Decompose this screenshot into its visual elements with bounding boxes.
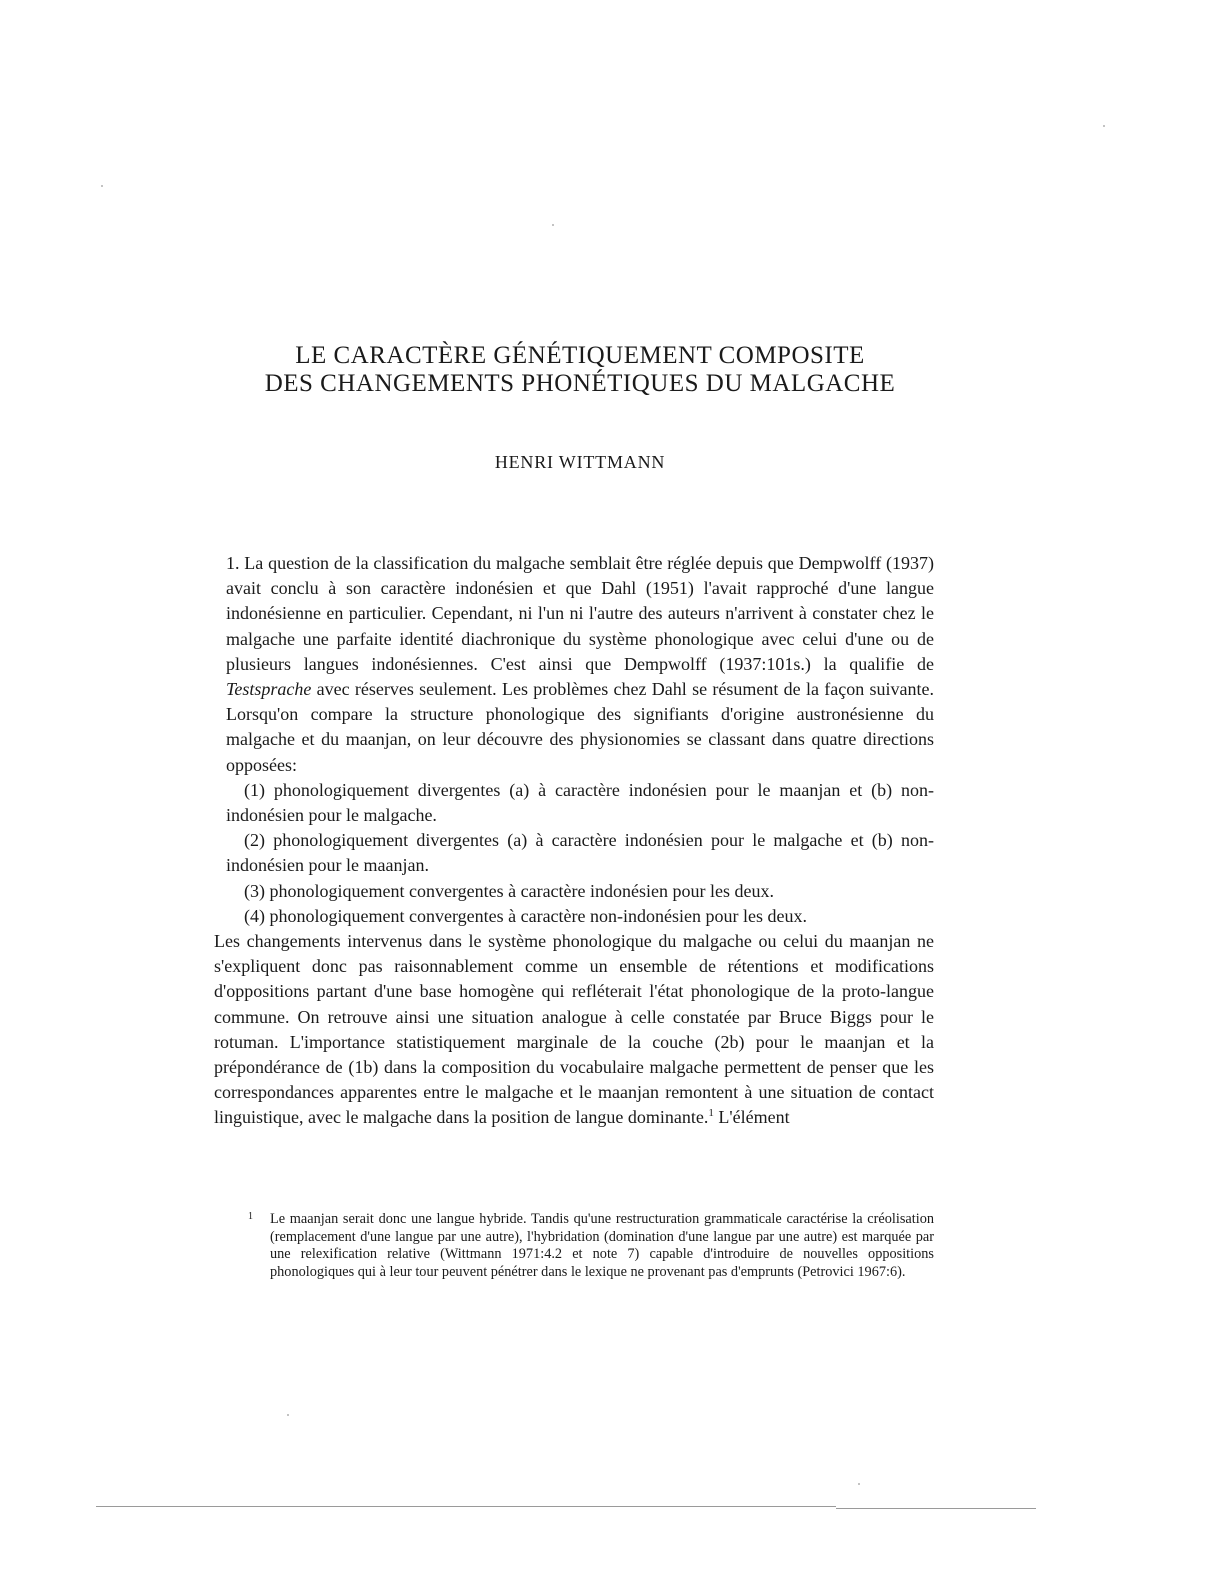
footnotes xyxy=(248,1208,934,1281)
footnote-ref[interactable]: 1 xyxy=(708,1107,714,1120)
article-title xyxy=(0,342,1160,398)
list-item-3: (3) phonologiquement convergentes à caractère indonésien pour les deux. xyxy=(244,880,774,901)
bottom-rule-right xyxy=(836,1508,1036,1509)
list-item-4: (4) phonologiquement convergentes à caractère non-indonésien pour les deux. xyxy=(244,905,807,926)
scan-speck xyxy=(552,224,554,226)
list-item-1: (1) phonologiquement divergentes (a) à caractère indonésien pour le maanjan et (b) non-indonésien pour le malgache. xyxy=(226,779,934,826)
italic-term: Testsprache xyxy=(226,679,312,700)
footnote-mark: 1 xyxy=(248,1211,253,1222)
scan-speck xyxy=(101,185,103,187)
list-item-2: (2) phonologiquement divergentes (a) à caractère indonésien pour le malgache et (b) non-indonésien pour le maanjan. xyxy=(226,830,934,876)
scan-speck xyxy=(1103,125,1105,127)
bottom-rule-left xyxy=(96,1506,836,1507)
title-line-2: DES CHANGEMENTS PHONÉTIQUES DU MALGACHE xyxy=(264,370,896,397)
footnote-text: Le maanjan serait donc une langue hybride. Tandis qu'une restructuration grammaticale caractérise la créolisation (remplacement d'une langue par une autre), l'hybridation (domination d'une langue par une autre) est marquée par une relexification relative (Wittmann 1971:4.2 et note 7) capable d'introduire de nouvelles oppositions phonologiques qui à leur tour peuvent pénétrer dans le lexique ne provenant pas d'emprunts (Petrovici 1967:6). xyxy=(270,1211,934,1280)
title-line-1: LE CARACTÈRE GÉNÉTIQUEMENT COMPOSITE xyxy=(295,342,865,369)
footnote-1 xyxy=(248,1208,934,1281)
paragraph-1: 1. La question de la classification du malgache semblait être réglée depuis que Dempwolff (1937) avait conclu à son caractère indonésien et que Dahl (1951) l'avait rapproché d'une langue indonésienne en particulier. Cependant, ni l'un ni l'autre des auteurs n'arrivent à constater chez le malgache une parfaite identité diachronique du système phonologique avec celui d'une ou de plusieurs langues indonésiennes. C'est ainsi que Dempwolff (1937:101s.) la qualifie de Testsprache avec réserves seulement. Les problèmes chez Dahl se résument de la façon suivante. Lorsqu'on compare la structure phonologique des signifiants d'origine austronésienne du malgache et du maanjan, on leur découvre des physionomies se classant dans quatre directions opposées: xyxy=(226,553,934,775)
scan-speck xyxy=(287,1414,289,1416)
scan-speck xyxy=(858,1483,860,1485)
body-text xyxy=(214,551,934,1131)
paragraph-2: Les changements intervenus dans le système phonologique du malgache ou celui du maanjan ne s'expliquent donc pas raisonnablement comme un ensemble de rétentions et modifications d'oppositions partant d'une base homogène qui refléterait l'état phonologique de la proto-langue commune. On retrouve ainsi une situation analogue à celle constatée par Bruce Biggs pour le rotuman. L'importance statistiquement marginale de la couche (2b) pour le maanjan et la prépondérance de (1b) dans la composition du vocabulaire malgache permettent de penser que les correspondances apparentes entre le malgache et le maanjan remontent à une situation de contact linguistique, avec le malgache dans la position de langue dominante.$^1$ L'élément xyxy=(214,931,934,1128)
author-name: HENRI WITTMANN xyxy=(494,452,666,472)
